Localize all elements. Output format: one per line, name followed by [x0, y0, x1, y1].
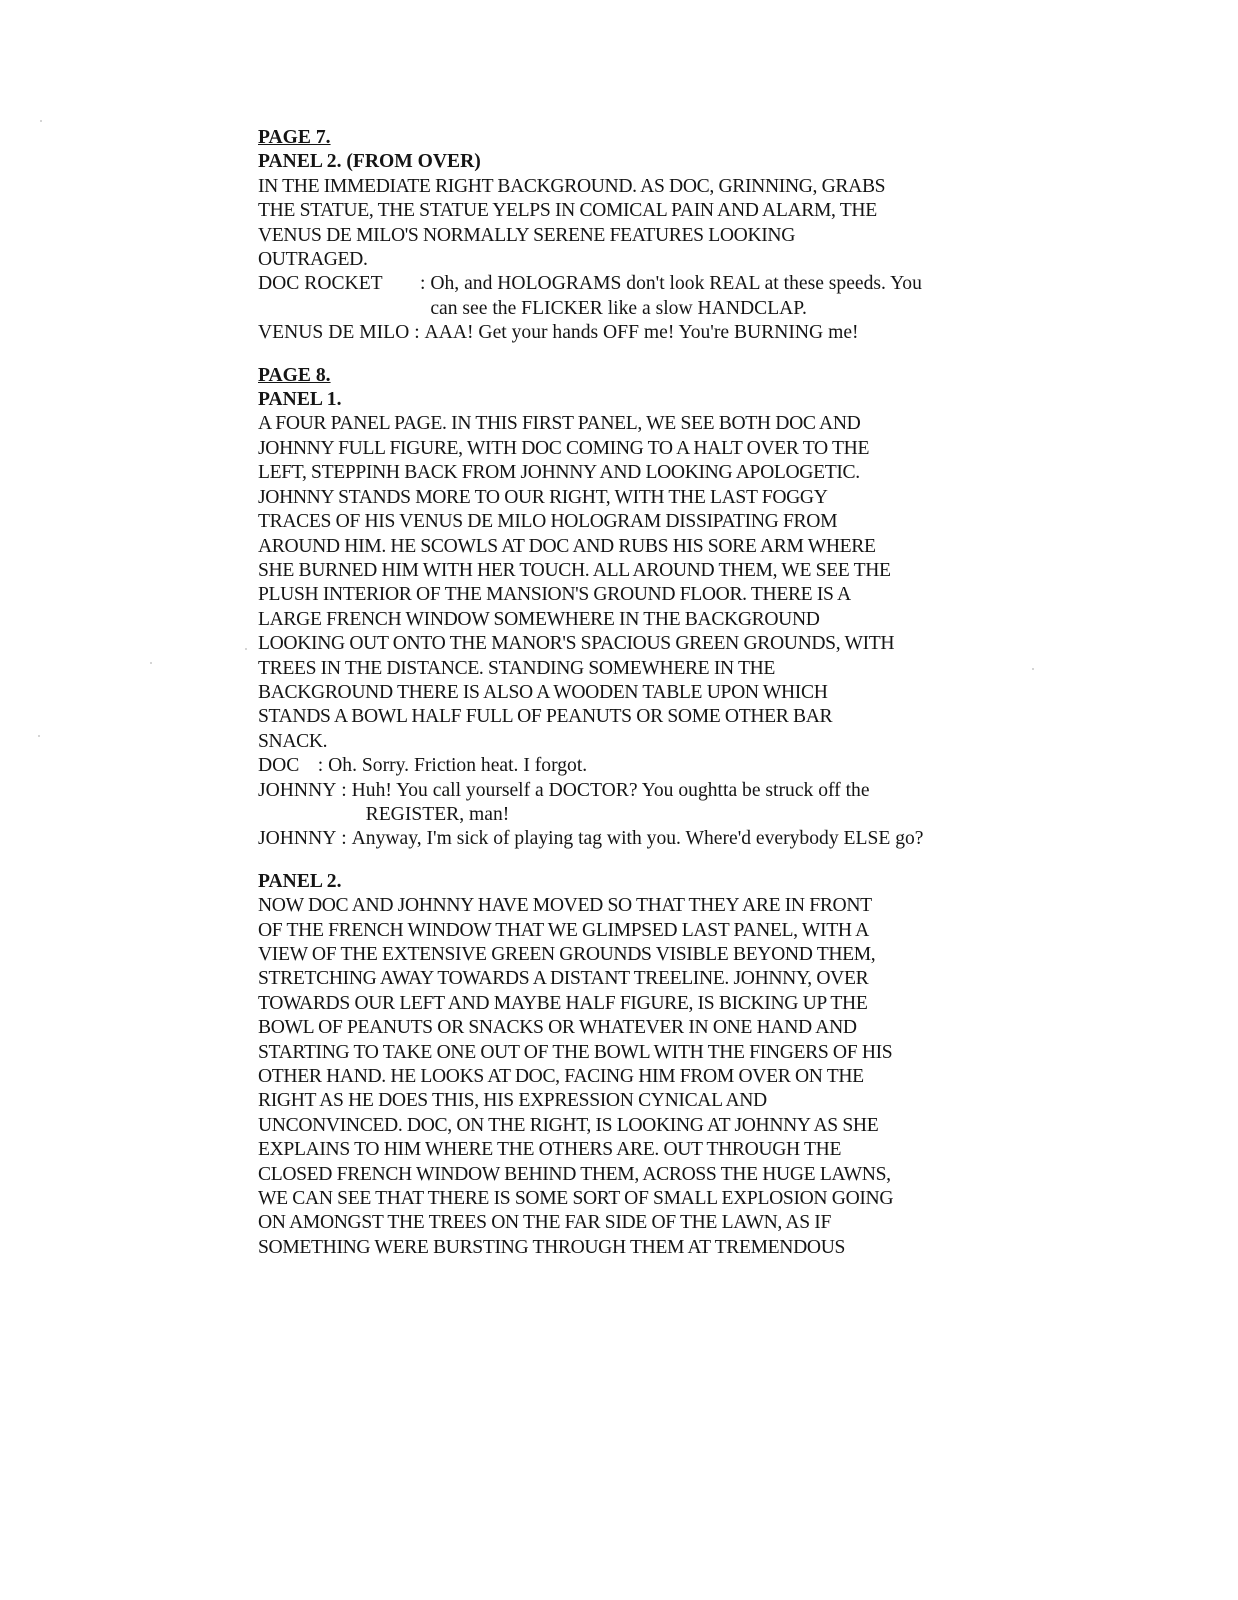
dialogue-johnny: JOHNNY : Anyway, I'm sick of playing tag with you. Where'd everybody ELSE go? [258, 827, 978, 851]
description-line: TREES IN THE DISTANCE. STANDING SOMEWHERE IN THE [258, 657, 776, 679]
page-8-panel-1-description [258, 412, 978, 754]
description-line: JOHNNY FULL FIGURE, WITH DOC COMING TO A HALT OVER TO THE [258, 437, 870, 459]
dialogue-doc-rocket: DOC ROCKET : Oh, and HOLOGRAMS don't look REAL at these speeds. You can see the FLICKER like a slow HANDCLAP. [258, 272, 978, 321]
speaker-name: VENUS DE MILO [258, 322, 410, 344]
page-8-heading: PAGE 8. [258, 364, 331, 386]
scan-speck [150, 662, 152, 664]
dialogue-text [352, 827, 978, 851]
scan-speck [38, 735, 40, 737]
page-8-panel-1-heading: PANEL 1. [258, 389, 342, 411]
description-line: WE CAN SEE THAT THERE IS SOME SORT OF SMALL EXPLOSION GOING [258, 1188, 894, 1210]
speaker-name: JOHNNY [258, 828, 337, 850]
description-line: OTHER HAND. HE LOOKS AT DOC, FACING HIM FROM OVER ON THE [258, 1066, 864, 1088]
speaker-name: JOHNNY [258, 779, 337, 801]
speaker-name: DOC [258, 755, 300, 777]
dialogue-line: Anyway, I'm sick of playing tag with you. Where'd everybody ELSE go? [351, 828, 924, 850]
description-line: SNACK. [258, 730, 328, 752]
scan-speck [245, 648, 247, 650]
dialogue-line: Oh. Sorry. Friction heat. I forgot. [328, 755, 588, 777]
dialogue-line: can see the FLICKER like a slow HANDCLAP. [430, 297, 807, 319]
description-line: PLUSH INTERIOR OF THE MANSION'S GROUND FLOOR. THERE IS A [258, 584, 851, 606]
description-line: RIGHT AS HE DOES THIS, HIS EXPRESSION CYNICAL AND [258, 1090, 767, 1112]
description-line: OUTRAGED. [258, 249, 368, 271]
description-line: STANDS A BOWL HALF FULL OF PEANUTS OR SOME OTHER BAR [258, 706, 833, 728]
description-line: VENUS DE MILO'S NORMALLY SERENE FEATURES LOOKING [258, 224, 796, 246]
description-line: TOWARDS OUR LEFT AND MAYBE HALF FIGURE, IS BICKING UP THE [258, 992, 868, 1014]
page-7-panel-2-heading: PANEL 2. (FROM OVER) [258, 151, 481, 173]
dialogue-venus-de-milo: VENUS DE MILO : AAA! Get your hands OFF me! You're BURNING me! [258, 321, 978, 345]
dialogue-line: AAA! Get your hands OFF me! You're BURNING me! [424, 322, 859, 344]
description-line: AROUND HIM. HE SCOWLS AT DOC AND RUBS HIS SORE ARM WHERE [258, 535, 876, 557]
description-line: LEFT, STEPPINH BACK FROM JOHNNY AND LOOKING APOLOGETIC. [258, 462, 860, 484]
description-line: ON AMONGST THE TREES ON THE FAR SIDE OF THE LAWN, AS IF [258, 1212, 832, 1234]
description-line: BACKGROUND THERE IS ALSO A WOODEN TABLE UPON WHICH [258, 681, 828, 703]
dialogue-text [430, 272, 978, 321]
script-page [258, 126, 978, 1260]
description-line: SOMETHING WERE BURSTING THROUGH THEM AT TREMENDOUS [258, 1236, 846, 1258]
scan-speck [1032, 668, 1034, 670]
description-line: CLOSED FRENCH WINDOW BEHIND THEM, ACROSS THE HUGE LAWNS, [258, 1163, 891, 1185]
page-8-panel-2-heading: PANEL 2. [258, 870, 342, 892]
description-line: BOWL OF PEANUTS OR SNACKS OR WHATEVER IN ONE HAND AND [258, 1017, 857, 1039]
description-line: A FOUR PANEL PAGE. IN THIS FIRST PANEL, WE SEE BOTH DOC AND [258, 413, 861, 435]
description-line: JOHNNY STANDS MORE TO OUR RIGHT, WITH THE LAST FOGGY [258, 486, 828, 508]
page-7-panel-2-description [258, 175, 978, 273]
page-7-heading: PAGE 7. [258, 127, 331, 148]
description-line: SHE BURNED HIM WITH HER TOUCH. ALL AROUND THEM, WE SEE THE [258, 559, 891, 581]
description-line: STRETCHING AWAY TOWARDS A DISTANT TREELINE. JOHNNY, OVER [258, 968, 869, 990]
speaker-name: DOC ROCKET [258, 273, 383, 295]
dialogue-text [328, 754, 978, 778]
dialogue-doc: DOC : Oh. Sorry. Friction heat. I forgot. [258, 754, 978, 778]
scan-speck [40, 120, 42, 122]
dialogue-text [352, 779, 978, 828]
dialogue-johnny: JOHNNY : Huh! You call yourself a DOCTOR? You oughtta be struck off the REGISTER, man! [258, 779, 978, 828]
description-line: THE STATUE, THE STATUE YELPS IN COMICAL PAIN AND ALARM, THE [258, 200, 877, 222]
dialogue-text [425, 321, 978, 345]
description-line: VIEW OF THE EXTENSIVE GREEN GROUNDS VISIBLE BEYOND THEM, [258, 944, 876, 965]
page-8-panel-2-description [258, 894, 978, 1260]
description-line: OF THE FRENCH WINDOW THAT WE GLIMPSED LAST PANEL, WITH A [258, 919, 869, 941]
dialogue-line: Oh, and HOLOGRAMS don't look REAL at these speeds. You [430, 273, 922, 295]
description-line: UNCONVINCED. DOC, ON THE RIGHT, IS LOOKING AT JOHNNY AS SHE [258, 1114, 879, 1136]
dialogue-line: Huh! You call yourself a DOCTOR? You oughtta be struck off the [351, 779, 870, 801]
description-line: TRACES OF HIS VENUS DE MILO HOLOGRAM DISSIPATING FROM [258, 511, 838, 533]
dialogue-line: REGISTER, man! [365, 803, 510, 825]
description-line: NOW DOC AND JOHNNY HAVE MOVED SO THAT THEY ARE IN FRONT [258, 895, 872, 917]
description-line: EXPLAINS TO HIM WHERE THE OTHERS ARE. OUT THROUGH THE [258, 1139, 842, 1161]
description-line: LOOKING OUT ONTO THE MANOR'S SPACIOUS GREEN GROUNDS, WITH [258, 633, 895, 655]
description-line: STARTING TO TAKE ONE OUT OF THE BOWL WITH THE FINGERS OF HIS [258, 1041, 893, 1063]
description-line: IN THE IMMEDIATE RIGHT BACKGROUND. AS DOC, GRINNING, GRABS [258, 175, 886, 197]
description-line: LARGE FRENCH WINDOW SOMEWHERE IN THE BACKGROUND [258, 608, 820, 630]
